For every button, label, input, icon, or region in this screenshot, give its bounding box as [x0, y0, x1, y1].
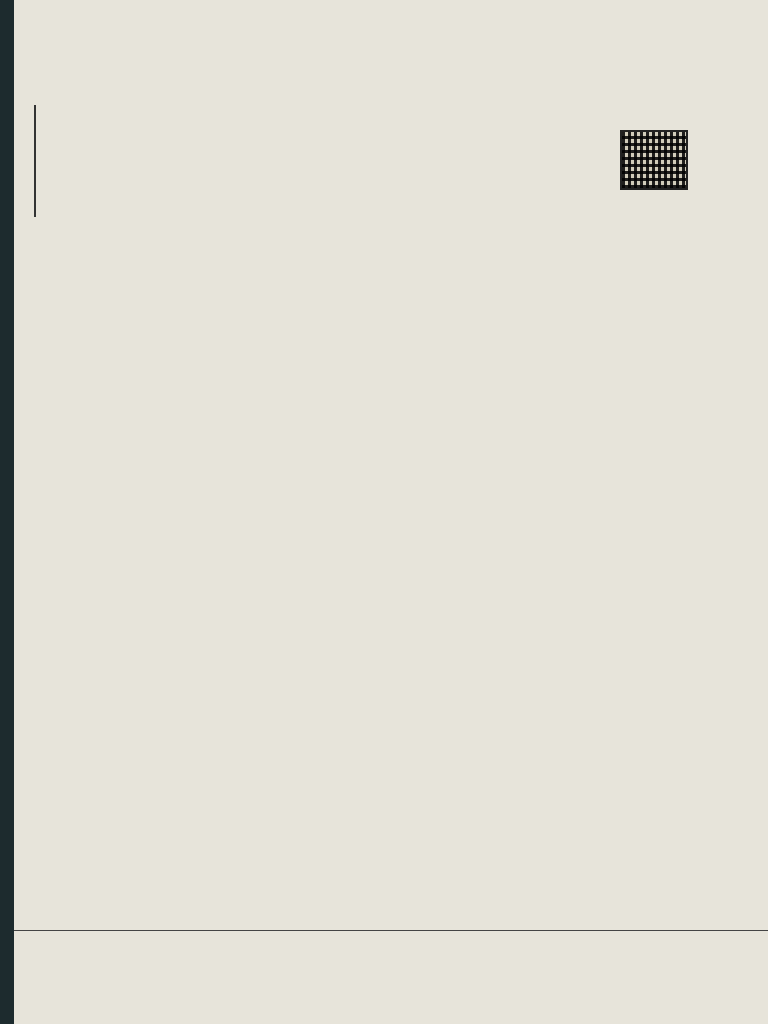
answer-key: [14, 932, 768, 964]
answer-row-2: [14, 948, 768, 964]
chapter-rule: [34, 105, 104, 217]
qr-code-icon[interactable]: [620, 130, 688, 190]
answer-row-1: [14, 932, 768, 948]
answer-divider: [14, 930, 768, 931]
page: [14, 0, 768, 1024]
column-1: [28, 236, 246, 250]
